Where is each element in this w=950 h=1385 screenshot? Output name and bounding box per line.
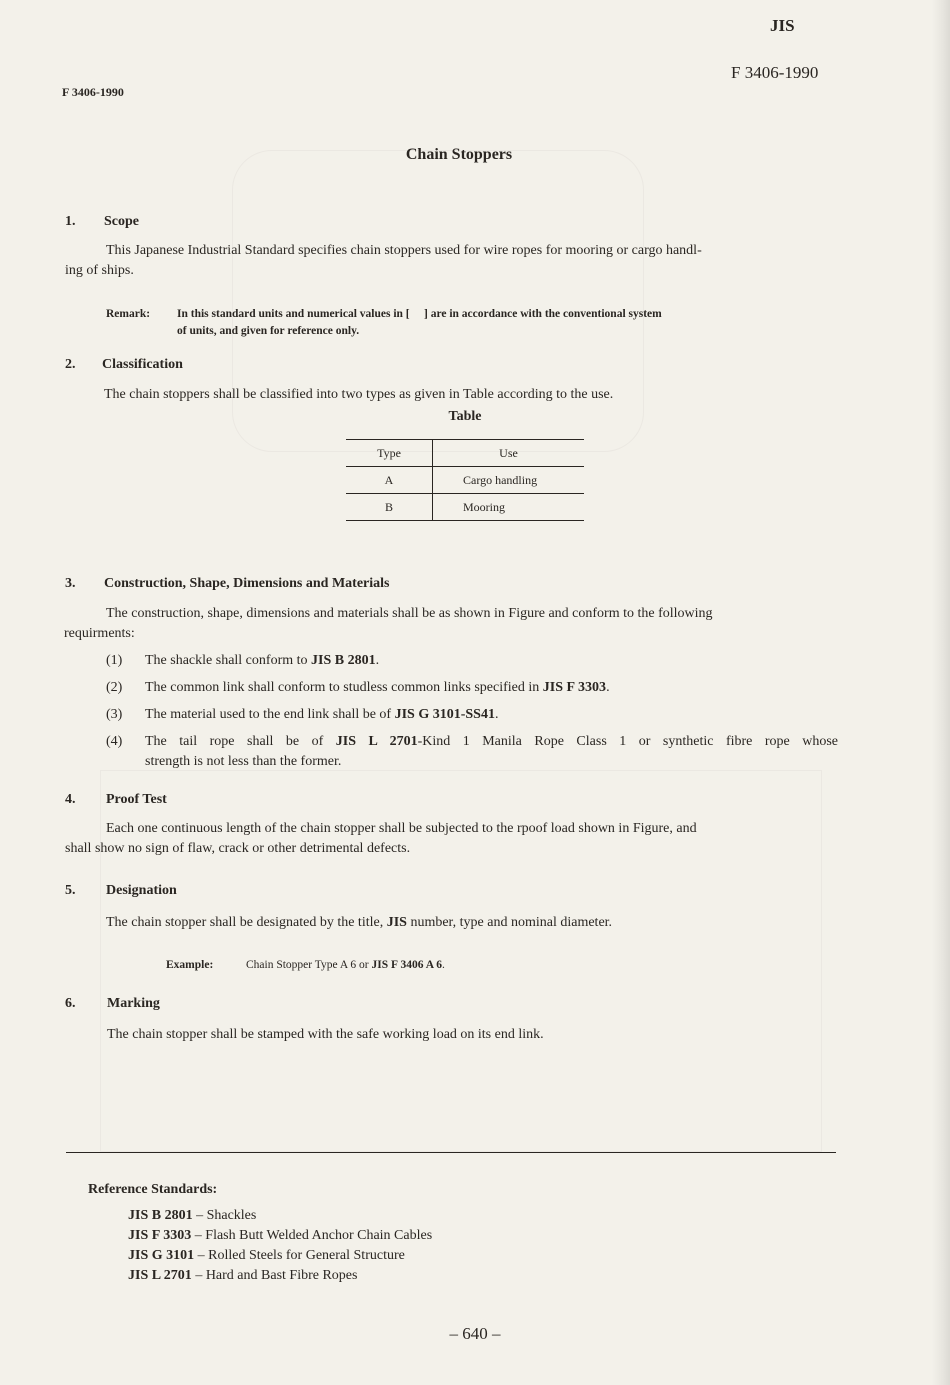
jis-mark: JIS: [770, 16, 795, 35]
section-3-number: 3.: [65, 576, 76, 591]
page-number: – 640 –: [449, 1324, 501, 1343]
table-cell-type: B: [346, 494, 433, 521]
list-item-text: The tail rope shall be of: [145, 734, 336, 749]
reference-item: JIS G 3101 – Rolled Steels for General Structure: [128, 1248, 405, 1263]
table-cell-type: A: [346, 467, 433, 494]
list-item-text: The material used to the end link shall be of: [145, 707, 395, 722]
list-item-text: The common link shall conform to studless common links specified in: [145, 680, 543, 695]
list-item-text: -Kind 1 Manila Rope Class 1 or synthetic fibre rope whose: [417, 734, 838, 749]
list-item-text: .: [375, 653, 380, 668]
section-6-para: The chain stopper shall be stamped with the safe working load on its end link.: [107, 1027, 544, 1042]
section-5-title: Designation: [106, 883, 177, 898]
section-6-title: Marking: [107, 996, 160, 1011]
table-row: [346, 494, 584, 521]
list-item-ref: JIS L 2701: [335, 734, 418, 749]
table-row: [346, 467, 584, 494]
remark-line-2: of units, and given for reference only.: [177, 325, 360, 337]
example-label: Example:: [166, 959, 214, 971]
reference-heading: Reference Standards:: [88, 1182, 218, 1197]
standard-code-left: F 3406-1990: [62, 85, 124, 99]
reference-item: JIS B 2801 – Shackles: [128, 1208, 257, 1223]
table-caption: Table: [448, 409, 482, 424]
section-1-para-line-2: ing of ships.: [65, 263, 134, 278]
section-2-para: The chain stoppers shall be classified into two types as given in Table according to the use.: [104, 387, 614, 402]
section-3-para-line-1: The construction, shape, dimensions and materials shall be as shown in Figure and conform to the following: [106, 606, 713, 621]
section-4-para-line-2: shall show no sign of flaw, crack or other detrimental defects.: [65, 841, 411, 856]
list-item-text: The shackle shall conform to: [145, 653, 312, 668]
section-4-para-line-1: Each one continuous length of the chain stopper shall be subjected to the rpoof load shown in Figure, and: [106, 821, 697, 836]
show-through-drawing: [232, 150, 644, 452]
section-1-number: 1.: [65, 214, 76, 229]
table-cell-use: Cargo handling: [433, 467, 585, 494]
remark-label: Remark:: [106, 308, 151, 320]
example-text: Chain Stopper Type A 6 or JIS F 3406 A 6.: [246, 959, 445, 971]
divider-rule: [66, 1152, 836, 1153]
section-1-title: Scope: [104, 214, 139, 229]
section-2-number: 2.: [65, 357, 76, 372]
section-5-para: The chain stopper shall be designated by the title, JIS number, type and nominal diameter.: [106, 915, 613, 930]
table-header-row: [346, 440, 584, 467]
section-1-para-line-1: This Japanese Industrial Standard specifies chain stoppers used for wire ropes for mooring or cargo handl-: [106, 243, 702, 258]
list-item-number: (2): [106, 680, 123, 695]
section-3-title: Construction, Shape, Dimensions and Materials: [104, 576, 390, 591]
list-item-ref: JIS G 3101-SS41: [394, 707, 495, 722]
table-header-type: Type: [346, 440, 433, 467]
list-item-text: .: [494, 707, 499, 722]
section-6-number: 6.: [65, 996, 76, 1011]
reference-item: JIS F 3303 – Flash Butt Welded Anchor Chain Cables: [128, 1228, 433, 1243]
reference-item: JIS L 2701 – Hard and Bast Fibre Ropes: [128, 1268, 358, 1283]
standard-code-right: F 3406-1990: [731, 63, 819, 82]
list-item-number: (1): [106, 653, 123, 668]
page-title: Chain Stoppers: [405, 146, 513, 163]
list-item-4-line-2: strength is not less than the former.: [145, 754, 342, 769]
section-4-title: Proof Test: [106, 792, 167, 807]
section-4-number: 4.: [65, 792, 76, 807]
list-item-text: .: [606, 680, 610, 695]
section-3-para-line-2: requirments:: [64, 626, 135, 641]
table-cell-use: Mooring: [433, 494, 585, 521]
list-item-ref: JIS F 3303: [542, 680, 607, 695]
classification-table: [346, 439, 584, 521]
section-5-number: 5.: [65, 883, 76, 898]
list-item-ref: JIS B 2801: [311, 653, 376, 668]
page-edge: [932, 0, 950, 1385]
remark-line-1: In this standard units and numerical values in [ ] are in accordance with the conventional system: [177, 308, 662, 320]
list-item-number: (4): [106, 734, 123, 749]
table-header-use: Use: [433, 440, 585, 467]
section-2-title: Classification: [102, 357, 183, 372]
list-item-number: (3): [106, 707, 123, 722]
